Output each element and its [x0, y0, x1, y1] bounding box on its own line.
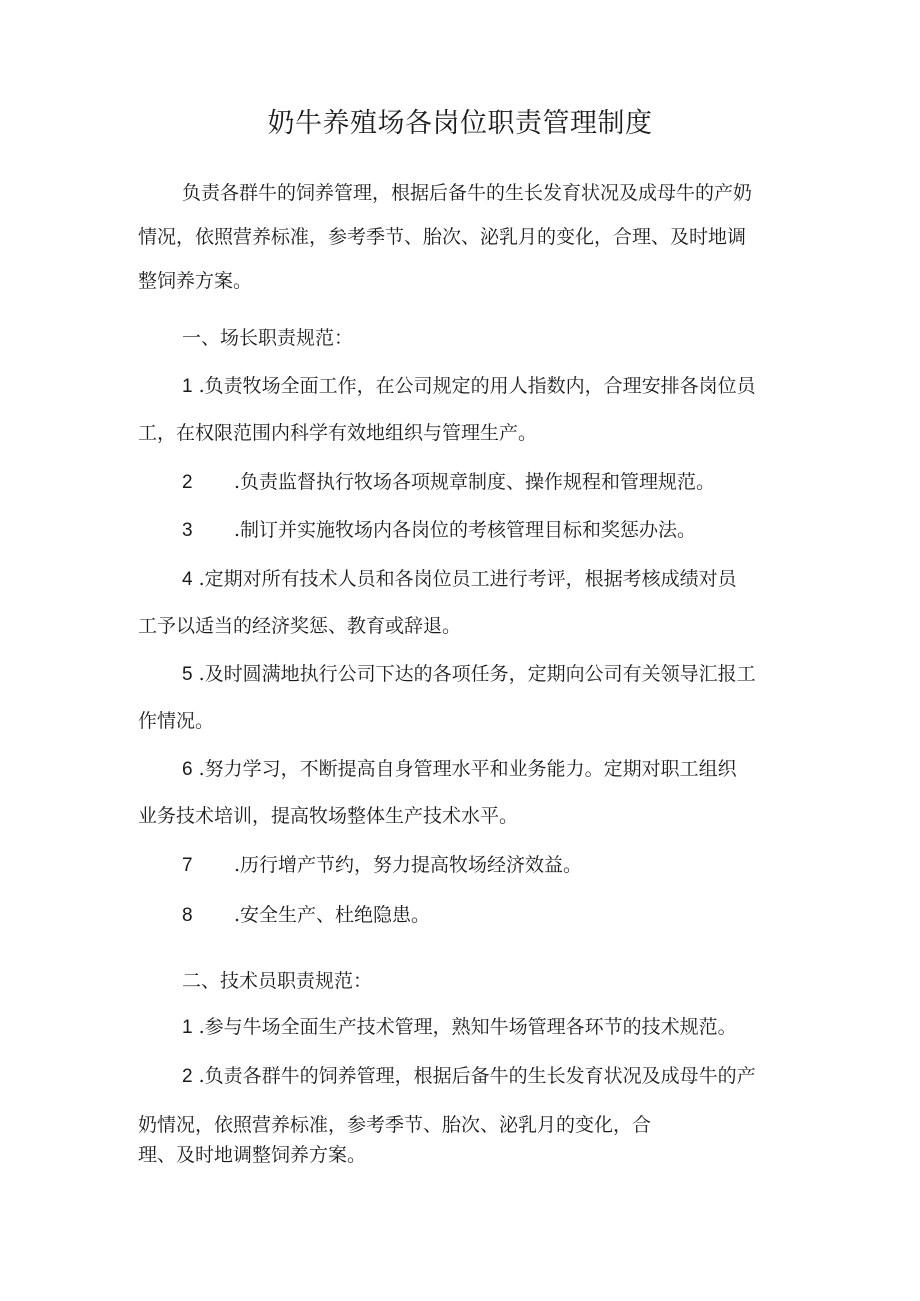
intro-line-2: 情况，依照营养标准，参考季节、胎次、泌乳月的变化，合理、及时地调	[138, 226, 747, 248]
s1-item-7	[182, 850, 582, 881]
s2-item-1-number: 1	[182, 1017, 193, 1038]
s1-item-2-text: .负责监督执行牧场各项规章制度、操作规程和管理规范。	[234, 471, 716, 493]
s1-item-1-text: .负责牧场全面工作，在公司规定的用人指数内，合理安排各岗位员	[198, 375, 756, 397]
s1-item-6-line-2: 业务技术培训，提高牧场整体生产技术水平。	[138, 805, 519, 827]
s1-item-6-number: 6	[182, 759, 193, 780]
s1-item-5-text: .及时圆满地执行公司下达的各项任务，定期向公司有关领导汇报工	[198, 663, 756, 685]
s1-item-5-line-1	[182, 659, 756, 690]
s1-item-1-number: 1	[182, 376, 193, 397]
s1-item-7-text: .历行增产节约，努力提高牧场经济效益。	[234, 854, 583, 876]
s2-item-2-line-2: 奶情况，依照营养标准，参考季节、胎次、泌乳月的变化，合	[138, 1114, 652, 1136]
s1-item-4-number: 4	[182, 569, 193, 590]
s1-item-4-line-2: 工予以适当的经济奖惩、教育或辞退。	[138, 615, 462, 637]
s2-item-2-line-1	[182, 1061, 756, 1092]
s1-item-6-text: .努力学习，不断提高自身管理水平和业务能力。定期对职工组织	[198, 758, 737, 780]
s1-item-1-line-2: 工，在权限范围内科学有效地组织与管理生产。	[138, 422, 538, 444]
s2-item-2-text: .负责各群牛的饲养管理，根据后备牛的生长发育状况及成母牛的产	[198, 1065, 756, 1087]
s2-item-2-line-3: 理、及时地调整饲养方案。	[138, 1144, 367, 1166]
s2-item-1-text: .参与牛场全面生产技术管理，熟知牛场管理各环节的技术规范。	[198, 1016, 737, 1038]
s1-item-5-line-2: 作情况。	[138, 710, 215, 732]
intro-line-3: 整饲养方案。	[138, 270, 253, 292]
s1-item-8-number: 8	[182, 905, 193, 926]
s1-item-4-line-1	[182, 564, 737, 595]
intro-line-1: 负责各群牛的饲养管理，根据后备牛的生长发育状况及成母牛的产奶	[182, 182, 753, 204]
s2-item-2-number: 2	[182, 1066, 193, 1087]
s1-item-3-text: .制订并实施牧场内各岗位的考核管理目标和奖惩办法。	[234, 519, 697, 541]
s1-item-8	[182, 900, 430, 931]
s1-item-2	[182, 467, 715, 498]
s2-item-1	[182, 1012, 737, 1043]
s1-item-7-number: 7	[182, 855, 193, 876]
s1-item-3	[182, 515, 696, 546]
s1-item-6-line-1	[182, 754, 737, 785]
s1-item-1-line-1	[182, 371, 756, 402]
s1-item-2-number: 2	[182, 472, 193, 493]
s1-item-3-number: 3	[182, 520, 193, 541]
s1-item-8-text: .安全生产、杜绝隐患。	[234, 904, 431, 926]
s1-item-5-number: 5	[182, 664, 193, 685]
section2-heading: 二、技术员职责规范：	[182, 970, 373, 992]
section1-heading: 一、场长职责规范：	[182, 327, 354, 349]
s1-item-4-text: .定期对所有技术人员和各岗位员工进行考评，根据考核成绩对员	[198, 568, 737, 590]
document-title: 奶牛养殖场各岗位职责管理制度	[267, 108, 653, 139]
